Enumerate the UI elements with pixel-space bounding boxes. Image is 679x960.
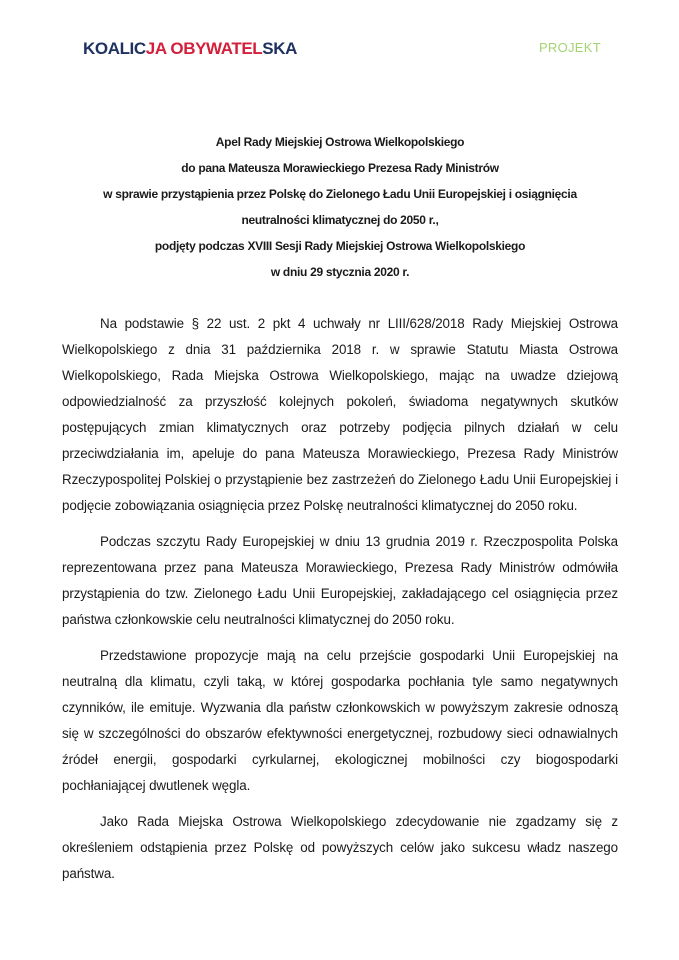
body-paragraph: Podczas szczytu Rady Europejskiej w dniu 13 grudnia 2019 r. Rzeczpospolita Polska reprezentowana przez pana Mateusza Morawieckiego, Prezesa Rady Ministrów odmówiła przystąpienia do tzw. Zielonego Ładu Unii Europejskiej, zakładającego cel osiągnięcia przez państwa członkowskie celu neutralności klimatycznej do 2050 roku.	[62, 534, 618, 627]
document-title-line: Apel Rady Miejskiej Ostrowa Wielkopolskiego	[215, 135, 465, 149]
document-title	[62, 129, 618, 285]
document-title-line: w sprawie przystąpienia przez Polskę do Zielonego Ładu Unii Europejskiej i osiągnięcia	[103, 187, 577, 201]
document-content	[62, 0, 618, 887]
logo-segment: SKA	[262, 39, 297, 58]
logo-segment: JA	[145, 39, 171, 58]
document-title-line: w dniu 29 stycznia 2020 r.	[270, 265, 410, 279]
document-title-line: podjęty podczas XVIII Sesji Rady Miejskiej Ostrowa Wielkopolskiego	[154, 239, 526, 253]
body-paragraph: Jako Rada Miejska Ostrowa Wielkopolskiego zdecydowanie nie zgadzamy się z określeniem odstąpienia przez Polskę od powyższych celów jako sukcesu władz naszego państwa.	[62, 814, 618, 881]
document-title-line: neutralności klimatycznej do 2050 r.,	[241, 213, 439, 227]
body-paragraph: Przedstawione propozycje mają na celu przejście gospodarki Unii Europejskiej na neutralną dla klimatu, czyli taką, w której gospodarka pochłania tyle samo negatywnych czynników, ile emituje. Wyzwania dla państw członkowskich w powyższym zakresie odnoszą się w szczególności do obszarów efektywności energetycznej, rozbudowy sieci odnawialnych źródeł energii, gospodarki cyrkularnej, ekologicznej mobilności czy biogospodarki pochłaniającej dwutlenek węgla.	[62, 648, 618, 793]
document-body	[62, 311, 618, 887]
body-paragraph: Na podstawie § 22 ust. 2 pkt 4 uchwały nr LIII/628/2018 Rady Miejskiej Ostrowa Wielkopolskiego z dnia 31 października 2018 r. w sprawie Statutu Miasta Ostrowa Wielkopolskiego, Rada Miejska Ostrowa Wielkopolskiego, mając na uwadze dziejową odpowiedzialność za przyszłość kolejnych pokoleń, świadoma negatywnych skutków postępujących zmian klimatycznych oraz potrzeby podjęcia pilnych działań w celu przeciwdziałania im, apeluje do pana Mateusza Morawieckiego, Prezesa Rady Ministrów Rzeczypospolitej Polskiej o przystąpienie bez zastrzeżeń do Zielonego Ładu Unii Europejskiej i podjęcie zobowiązania osiągnięcia przez Polskę neutralności klimatycznej do 2050 roku.	[62, 316, 618, 513]
projekt-watermark-label: PROJEKT	[538, 40, 601, 55]
document-title-line: do pana Mateusza Morawieckiego Prezesa Rady Ministrów	[181, 161, 499, 175]
logo-segment: KOALIC	[83, 39, 146, 58]
logo-segment: OBYWATEL	[170, 39, 263, 58]
